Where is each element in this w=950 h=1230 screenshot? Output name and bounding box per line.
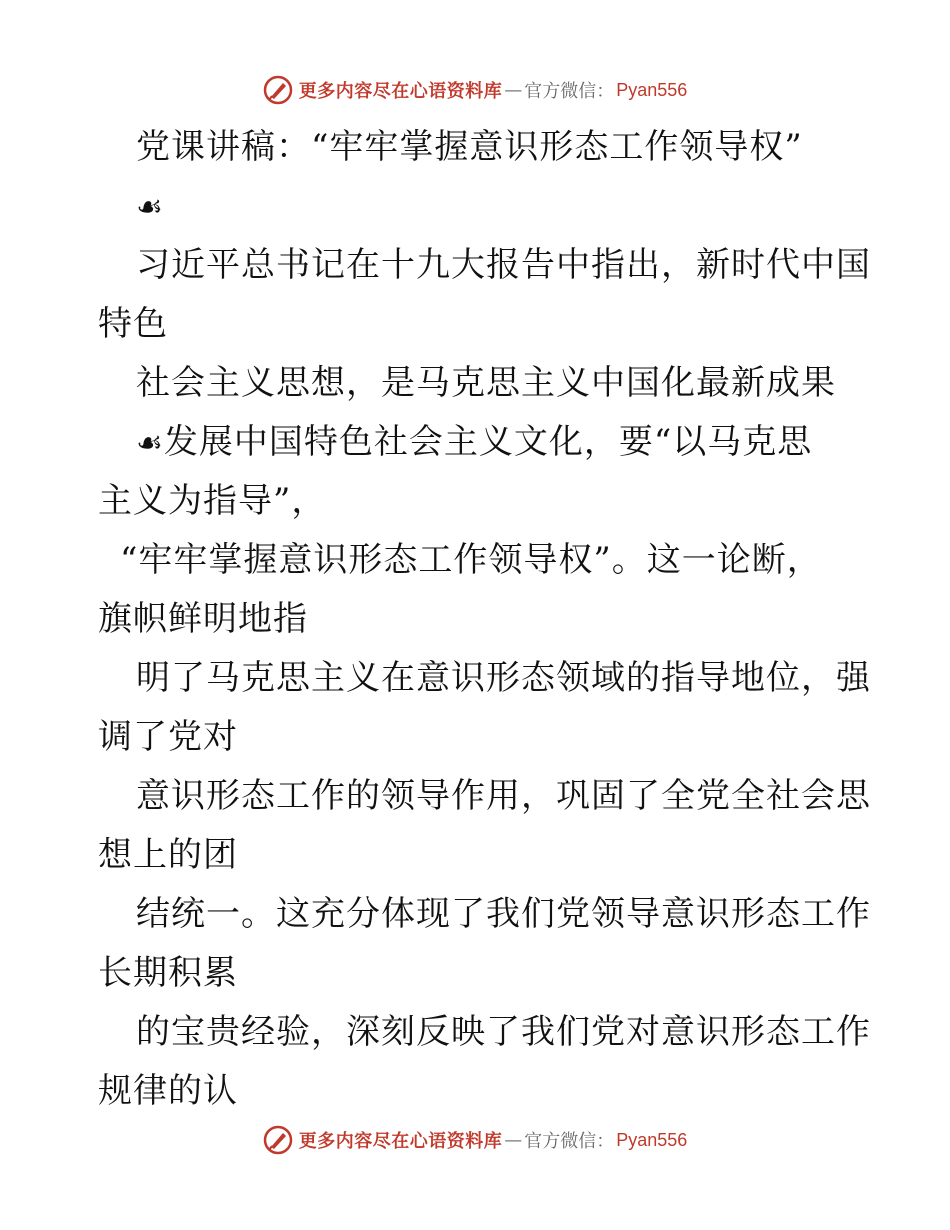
footer-watermark (0, 1120, 950, 1160)
watermark-separator: — (504, 1129, 523, 1151)
watermark-separator: — (504, 79, 523, 101)
document-title: 党课讲稿：“牢牢掌握意识形态工作领导权” (136, 127, 803, 167)
paragraph-line: 特色 (98, 304, 168, 344)
paragraph-line: 的宝贵经验，深刻反映了我们党对意识形态工作 (136, 1012, 871, 1052)
paragraph-line: 结统一。这充分体现了我们党领导意识形态工作 (136, 894, 871, 934)
paragraph-line: 社会主义思想，是马克思主义中国化最新成果 (136, 363, 836, 403)
quill-logo-icon (263, 75, 293, 105)
paragraph-line-text: 发展中国特色社会主义文化，要“以马克思 (163, 422, 813, 462)
watermark-official-label: 官方微信： (524, 1131, 615, 1152)
header-watermark (0, 70, 950, 110)
paragraph-line: “牢牢掌握意识形态工作领导权”。这一论断， (120, 540, 822, 580)
paragraph-line: 旗帜鲜明地指 (98, 599, 308, 639)
watermark-wechat-id: Pyan556 (616, 79, 688, 100)
paragraph-line: 调了党对 (98, 717, 238, 757)
ornament-line (98, 177, 858, 236)
watermark-wechat-id: Pyan556 (616, 1129, 688, 1150)
paragraph-line: 意识形态工作的领导作用，巩固了全党全社会思 (136, 776, 871, 816)
paragraph-line: 规律的认 (98, 1071, 238, 1111)
fleuron-ornament-icon: ☙ (136, 190, 164, 225)
quill-logo-icon (263, 1125, 293, 1155)
watermark-main-text: 更多内容尽在心语资料库 (298, 81, 503, 102)
paragraph-line: 习近平总书记在十九大报告中指出，新时代中国 (136, 245, 871, 285)
paragraph-line: 主义为指导”， (98, 481, 327, 521)
paragraph-line: 明了马克思主义在意识形态领域的指导地位，强 (136, 658, 871, 698)
paragraph-line: 想上的团 (98, 835, 238, 875)
paragraph-line: 长期积累 (98, 953, 238, 993)
watermark-main-text: 更多内容尽在心语资料库 (298, 1131, 503, 1152)
watermark-official-label: 官方微信： (524, 81, 615, 102)
document-body (98, 118, 871, 1121)
paragraph-line (98, 413, 858, 472)
fleuron-ornament-icon: ☙ (136, 426, 164, 461)
